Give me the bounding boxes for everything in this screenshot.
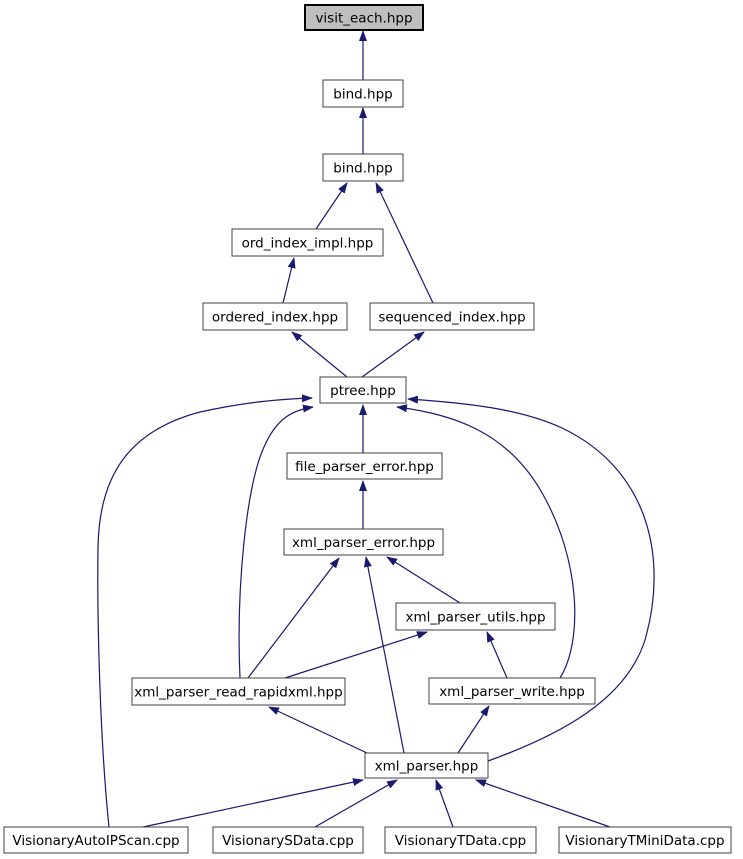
- node-label-VisionaryTMiniData: VisionaryTMiniData.cpp: [565, 833, 725, 849]
- edge-xml_parser_write-to-xml_parser_utils: [487, 632, 507, 678]
- edge-VisionaryTMiniData-to-xml_parser: [476, 780, 610, 827]
- edge-xml_parser_read_rapidxml-to-xml_parser_utils: [285, 632, 427, 678]
- node-ordered_index[interactable]: [203, 303, 347, 330]
- node-label-file_parser_error: file_parser_error.hpp: [295, 459, 434, 475]
- node-label-sequenced_index: sequenced_index.hpp: [378, 309, 526, 326]
- node-VisionaryAutoIPScan[interactable]: [4, 827, 188, 853]
- edge-xml_parser-to-ptree: [408, 399, 654, 761]
- node-label-xml_parser_read_rapidxml: xml_parser_read_rapidxml.hpp: [134, 684, 343, 701]
- node-ord_index_impl[interactable]: [232, 229, 383, 256]
- node-label-xml_parser_error: xml_parser_error.hpp: [291, 535, 436, 551]
- node-xml_parser[interactable]: [365, 753, 488, 778]
- node-VisionaryTData[interactable]: [385, 827, 536, 853]
- edge-VisionaryAutoIPScan-to-xml_parser: [143, 780, 363, 827]
- node-bind2[interactable]: [323, 154, 403, 181]
- node-label-VisionaryTData: VisionaryTData.cpp: [394, 833, 527, 849]
- edge-ptree-to-ordered_index: [292, 332, 347, 377]
- node-label-VisionarySData: VisionarySData.cpp: [222, 833, 354, 849]
- node-label-xml_parser: xml_parser.hpp: [374, 758, 479, 775]
- node-label-ordered_index: ordered_index.hpp: [211, 309, 339, 326]
- node-file_parser_error[interactable]: [287, 453, 442, 479]
- node-visit_each: [305, 5, 423, 30]
- edge-xml_parser-to-xml_parser_write: [458, 706, 489, 753]
- edge-xml_parser-to-xml_parser_read_rapidxml: [269, 707, 367, 753]
- node-xml_parser_read_rapidxml[interactable]: [132, 678, 345, 705]
- edge-xml_parser-to-xml_parser_error: [366, 557, 404, 753]
- node-label-VisionaryAutoIPScan: VisionaryAutoIPScan.cpp: [12, 833, 180, 849]
- edge-ord_index_impl-to-bind2: [316, 183, 347, 229]
- node-label-visit_each: visit_each.hpp: [315, 10, 413, 27]
- node-ptree[interactable]: [320, 377, 406, 403]
- node-label-xml_parser_write: xml_parser_write.hpp: [439, 684, 585, 700]
- node-xml_parser_error[interactable]: [284, 529, 443, 555]
- node-bind1[interactable]: [323, 80, 403, 107]
- node-label-bind1: bind.hpp: [333, 86, 393, 103]
- node-label-ptree: ptree.hpp: [330, 383, 396, 399]
- node-VisionarySData[interactable]: [213, 827, 363, 853]
- node-label-bind2: bind.hpp: [333, 160, 393, 177]
- node-label-ord_index_impl: ord_index_impl.hpp: [241, 235, 374, 252]
- node-label-xml_parser_utils: xml_parser_utils.hpp: [405, 609, 546, 626]
- node-VisionaryTMiniData[interactable]: [559, 827, 731, 853]
- edge-xml_parser_read_rapidxml-to-xml_parser_error: [248, 558, 339, 678]
- node-sequenced_index[interactable]: [370, 303, 534, 330]
- edge-xml_parser_utils-to-xml_parser_error: [387, 557, 460, 603]
- edge-VisionaryTData-to-xml_parser: [436, 780, 453, 827]
- edge-VisionaryAutoIPScan-to-ptree: [98, 398, 312, 827]
- node-xml_parser_write[interactable]: [429, 678, 595, 704]
- edge-sequenced_index-to-bind2: [376, 183, 433, 303]
- edge-ordered_index-to-ord_index_impl: [283, 258, 294, 303]
- node-xml_parser_utils[interactable]: [396, 603, 555, 630]
- edge-ptree-to-sequenced_index: [362, 332, 424, 377]
